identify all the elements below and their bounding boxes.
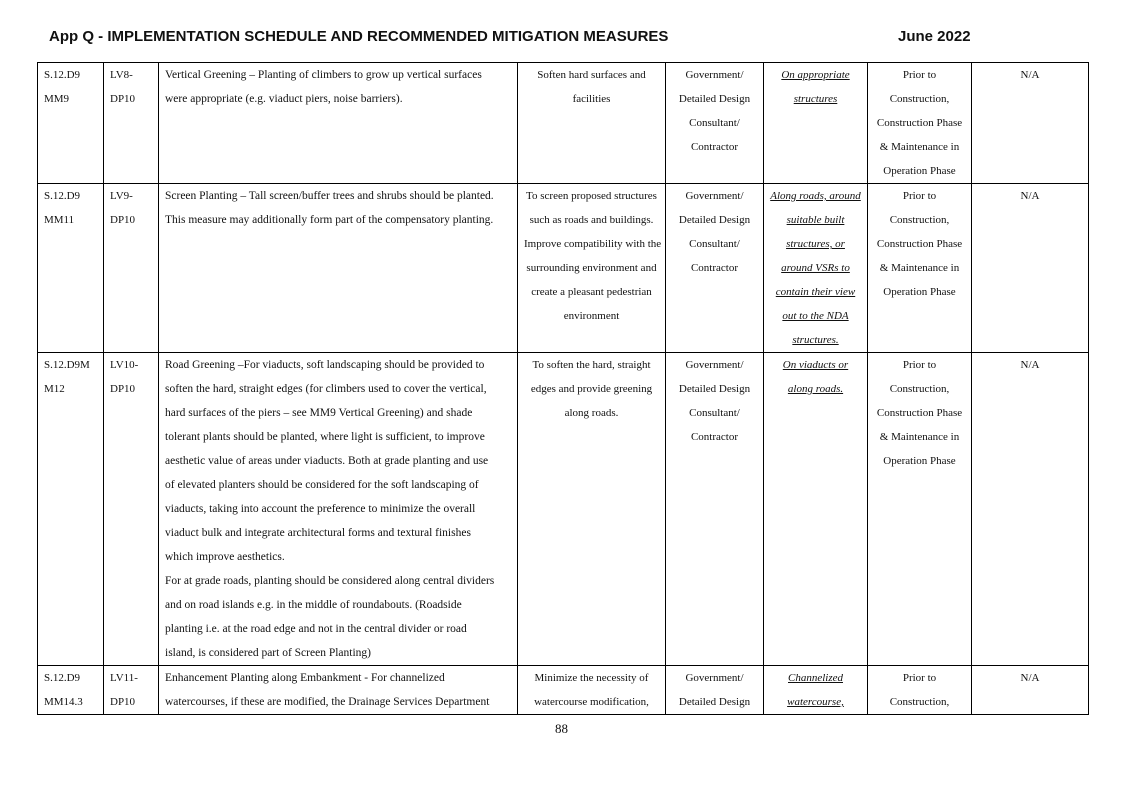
cell-line: Prior to <box>902 190 937 202</box>
reference-cell <box>38 666 104 715</box>
document-title: App Q - IMPLEMENTATION SCHEDULE AND RECOMMENDED MITIGATION MEASURES <box>49 28 669 45</box>
cell-line: Channelized <box>788 672 843 684</box>
status-cell: N/A <box>972 666 1089 715</box>
cell-line: edges and provide greening <box>530 383 653 395</box>
table-row <box>38 184 1089 353</box>
cell-line: Construction, <box>889 93 950 105</box>
cell-line: facilities <box>572 93 611 105</box>
cell-line: LV9- <box>110 190 133 202</box>
cell-line: Consultant/ <box>689 117 740 129</box>
cell-line: Road Greening –For viaducts, soft landscaping should be provided to <box>165 359 485 371</box>
cell-line: On appropriate <box>781 69 850 81</box>
cell-line: watercourse modification, <box>534 696 649 708</box>
cell-line: Government/ <box>685 359 744 371</box>
cell-line: such as roads and buildings. <box>529 214 654 226</box>
status-cell: N/A <box>972 353 1089 666</box>
cell-line: Government/ <box>685 69 744 81</box>
table-row <box>38 666 1089 715</box>
cell-line: Construction Phase <box>876 238 963 250</box>
cell-line: DP10 <box>110 93 136 105</box>
location-cell <box>764 666 868 715</box>
measure-cell <box>159 184 518 353</box>
timing-cell <box>868 63 972 184</box>
cell-line: Consultant/ <box>689 407 740 419</box>
cell-line: Along roads, around <box>770 190 861 202</box>
cell-line: Contractor <box>690 141 739 153</box>
cell-line: soften the hard, straight edges (for climbers used to cover the vertical, <box>165 383 487 395</box>
cell-line: along roads. <box>564 407 619 419</box>
cell-line: On viaducts or <box>782 359 849 371</box>
cell-line: viaducts, taking into account the preference to minimize the overall <box>165 503 476 515</box>
cell-line: watercourse, <box>787 696 844 708</box>
cell-line: create a pleasant pedestrian <box>531 286 652 298</box>
cell-line: Prior to <box>902 359 937 371</box>
cell-line: DP10 <box>110 383 136 395</box>
reference-cell <box>38 63 104 184</box>
cell-line: Government/ <box>685 190 744 202</box>
measure-cell <box>159 353 518 666</box>
cell-line: & Maintenance in <box>879 431 960 443</box>
cell-line: Soften hard surfaces and <box>537 69 646 81</box>
cell-line: Contractor <box>690 431 739 443</box>
cell-line: Prior to <box>902 69 937 81</box>
cell-line: aesthetic value of areas under viaducts. Both at grade planting and use <box>165 455 489 467</box>
cell-line: tolerant plants should be planted, where light is sufficient, to improve <box>165 431 485 443</box>
cell-line: LV11- <box>110 672 138 684</box>
code-cell <box>104 184 159 353</box>
code-cell <box>104 353 159 666</box>
table-row <box>38 63 1089 184</box>
document-date: June 2022 <box>898 28 971 45</box>
objective-cell <box>518 63 666 184</box>
cell-line: were appropriate (e.g. viaduct piers, noise barriers). <box>165 93 403 105</box>
location-cell <box>764 184 868 353</box>
reference-cell <box>38 184 104 353</box>
objective-cell <box>518 184 666 353</box>
cell-line: Detailed Design <box>678 214 751 226</box>
timing-cell <box>868 353 972 666</box>
measure-cell <box>159 63 518 184</box>
cell-line: Construction, <box>889 383 950 395</box>
code-cell <box>104 666 159 715</box>
agent-cell <box>666 353 764 666</box>
cell-line: Minimize the necessity of <box>534 672 649 684</box>
cell-line: This measure may additionally form part of the compensatory planting. <box>165 214 494 226</box>
objective-cell <box>518 353 666 666</box>
cell-line: Construction Phase <box>876 407 963 419</box>
cell-line: Vertical Greening – Planting of climbers to grow up vertical surfaces <box>165 69 482 81</box>
cell-line: & Maintenance in <box>879 141 960 153</box>
cell-line: structures, or <box>786 238 845 250</box>
cell-line: and on road islands e.g. in the middle of roundabouts. (Roadside <box>165 599 462 611</box>
cell-line: Operation Phase <box>883 165 956 177</box>
agent-cell <box>666 666 764 715</box>
table-row <box>38 353 1089 666</box>
cell-line: Construction, <box>889 214 950 226</box>
cell-line: hard surfaces of the piers – see MM9 Vertical Greening) and shade <box>165 407 473 419</box>
cell-line: LV10- <box>110 359 139 371</box>
timing-cell <box>868 666 972 715</box>
timing-cell <box>868 184 972 353</box>
cell-line: island, is considered part of Screen Planting) <box>165 647 371 659</box>
code-cell <box>104 63 159 184</box>
cell-line: Improve compatibility with the <box>524 238 662 250</box>
cell-line: Operation Phase <box>883 286 956 298</box>
cell-line: out to the NDA <box>782 310 849 322</box>
cell-line: Government/ <box>685 672 744 684</box>
cell-line: structures <box>793 93 838 105</box>
cell-line: structures. <box>792 334 839 346</box>
cell-line: DP10 <box>110 214 136 226</box>
page-number: 88 <box>555 721 568 736</box>
cell-line: contain their view <box>775 286 856 298</box>
cell-line: viaduct bulk and integrate architectural forms and textural finishes <box>165 527 471 539</box>
measure-cell <box>159 666 518 715</box>
location-cell <box>764 63 868 184</box>
cell-line: of elevated planters should be considered for the soft landscaping of <box>165 479 479 491</box>
cell-line: For at grade roads, planting should be considered along central dividers <box>165 575 495 587</box>
cell-line: To screen proposed structures <box>526 190 657 202</box>
cell-line: & Maintenance in <box>879 262 960 274</box>
cell-line: DP10 <box>110 696 136 708</box>
cell-line: along roads. <box>787 383 844 395</box>
cell-line: Prior to <box>902 672 937 684</box>
cell-line: Operation Phase <box>883 455 956 467</box>
cell-line: Detailed Design <box>678 383 751 395</box>
cell-line: environment <box>563 310 620 322</box>
cell-line: which improve aesthetics. <box>165 551 285 563</box>
cell-line: MM14.3 <box>44 696 83 708</box>
reference-cell <box>38 353 104 666</box>
cell-line: Consultant/ <box>689 238 740 250</box>
status-cell: N/A <box>972 184 1089 353</box>
cell-line: watercourses, if these are modified, the Drainage Services Department <box>165 696 490 708</box>
cell-line: S.12.D9M <box>44 359 90 371</box>
mitigation-schedule-table <box>37 62 1089 715</box>
agent-cell <box>666 63 764 184</box>
cell-line: Detailed Design <box>678 93 751 105</box>
cell-line: To soften the hard, straight <box>532 359 651 371</box>
cell-line: around VSRs to <box>781 262 850 274</box>
cell-line: surrounding environment and <box>526 262 657 274</box>
location-cell <box>764 353 868 666</box>
agent-cell <box>666 184 764 353</box>
cell-line: M12 <box>44 383 65 395</box>
cell-line: suitable built <box>786 214 845 226</box>
cell-line: Construction Phase <box>876 117 963 129</box>
cell-line: Enhancement Planting along Embankment - For channelized <box>165 672 445 684</box>
cell-line: S.12.D9 <box>44 672 81 684</box>
cell-line: Screen Planting – Tall screen/buffer trees and shrubs should be planted. <box>165 190 494 202</box>
cell-line: S.12.D9 <box>44 69 81 81</box>
cell-line: Detailed Design <box>678 696 751 708</box>
cell-line: Construction, <box>889 696 950 708</box>
cell-line: Contractor <box>690 262 739 274</box>
cell-line: S.12.D9 <box>44 190 81 202</box>
objective-cell <box>518 666 666 715</box>
cell-line: MM9 <box>44 93 70 105</box>
cell-line: LV8- <box>110 69 133 81</box>
status-cell: N/A <box>972 63 1089 184</box>
cell-line: planting i.e. at the road edge and not in the central divider or road <box>165 623 467 635</box>
cell-line: MM11 <box>44 214 75 226</box>
